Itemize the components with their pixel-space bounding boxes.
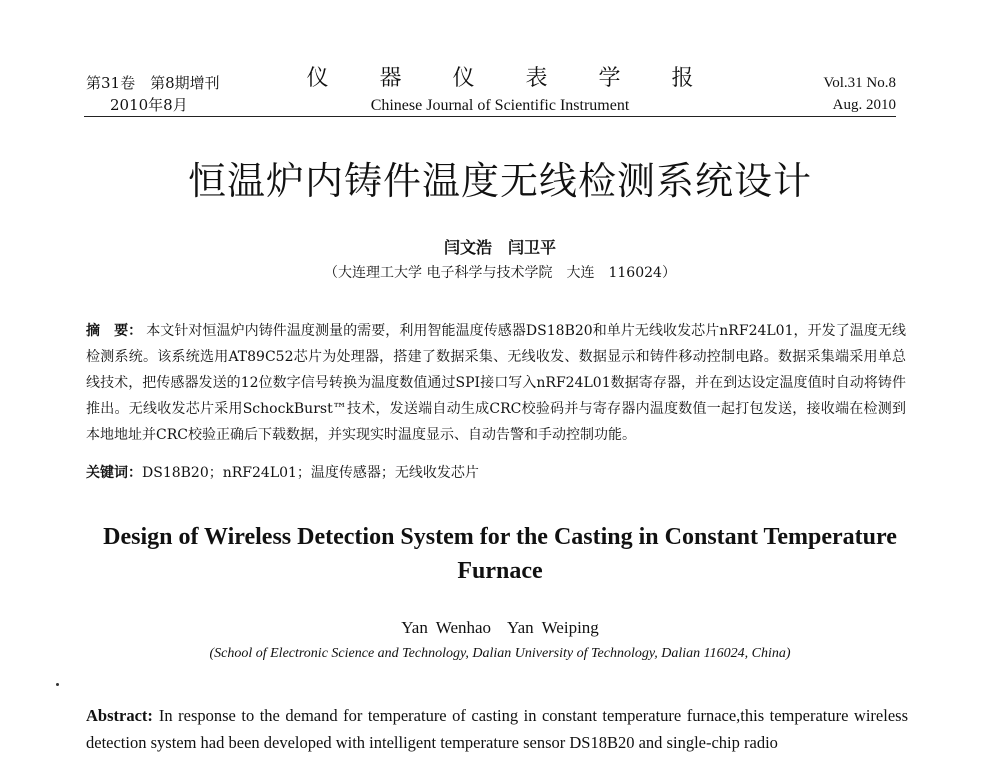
abstract-text-cn: 本文针对恒温炉内铸件温度测量的需要，利用智能温度传感器DS18B20和单片无线收发芯片nRF24L01，开发了温度无线检测系统。该系统选用AT89C52芯片为处理器，搭建了数据采集、无线收发、数据显示和铸件移动控制电路。数据采集端采用单总线技术，把传感器发送的12位数字信号转换为温度数值通过SPI接口写入nRF24L01数据寄存器，并在到达设定温度值时自动将铸件推出。无线收发芯片采用SchockBurst™技术，发送端自动生成CRC校验码并与寄存器内温度数值一起打包发送，接收端在检测到本地地址并CRC校验正确后下载数据，并实现实时温度显示、自动告警和手动控制功能。 — [86, 323, 906, 443]
journal-name-cn: 仪 器 仪 表 学 报 — [306, 66, 716, 91]
paper-title-en: Design of Wireless Detection System for the Casting in Constant Temperature Furnace — [103, 524, 897, 584]
header-volume-en — [823, 72, 896, 116]
abstract-cn — [86, 318, 906, 448]
journal-name-en: Chinese Journal of Scientific Instrument — [370, 97, 630, 114]
stray-dot — [56, 683, 59, 686]
authors-cn: 闫文浩 闫卫平 — [443, 238, 556, 257]
keywords-label-cn: 关键词： — [86, 465, 142, 481]
date-cn: 2010年8月 — [110, 96, 188, 114]
volume-en: Vol.31 No.8 — [823, 75, 896, 91]
affiliation-cn: （大连理工大学 电子科学与技术学院 大连 116024） — [324, 265, 676, 281]
volume-cn: 第31卷 第8期增刊 — [86, 74, 220, 92]
author-2-en: Yan Weiping — [507, 618, 599, 637]
affiliation-en: (School of Electronic Science and Technology, Dalian University of Technology, Dalian 116024, China) — [209, 646, 791, 661]
abstract-text-en: In response to the demand for temperature of casting in constant temperature furnace,this temperature wireless detection system had been developed with intelligent temperature sensor DS18B20 and single-chip radio — [86, 706, 908, 752]
keywords-text-cn: DS18B20；nRF24L01；温度传感器；无线收发芯片 — [142, 465, 479, 481]
date-en: Aug. 2010 — [832, 97, 896, 113]
abstract-label-en: Abstract: — [86, 706, 153, 725]
header-rule — [84, 116, 896, 117]
paper-title-cn: 恒温炉内铸件温度无线检测系统设计 — [187, 159, 812, 203]
abstract-en — [86, 702, 908, 756]
keywords-cn — [86, 460, 906, 486]
author-1-en: Yan Wenhao — [401, 618, 492, 637]
abstract-label-cn: 摘 要： — [86, 323, 143, 339]
authors-en — [0, 618, 1000, 638]
